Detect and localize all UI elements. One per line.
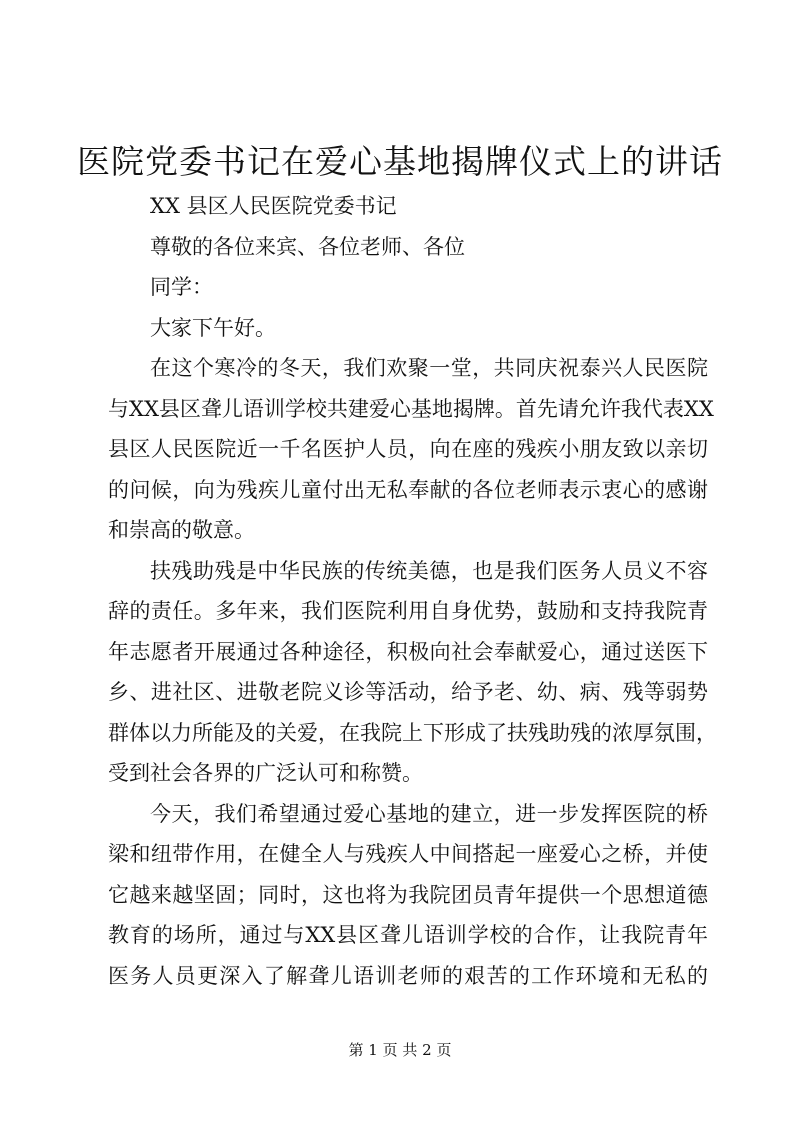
paragraph-line: 在这个寒冷的冬天，我们欢聚一堂，共同庆祝泰兴人民医院 [150,356,708,380]
paragraph-line: 医务人员更深入了解聋儿语训老师的艰苦的工作环境和无私的 [108,963,708,988]
paragraph-line: 它越来越坚固；同时，这也将为我院团员青年提供一个思想道德 [108,882,708,907]
paragraph-line: 辞的责任。多年来，我们医院利用自身优势，鼓励和支持我院青 [108,599,708,623]
paragraph-line: 县区人民医院近一千名医护人员，向在座的残疾小朋友致以亲切 [108,437,708,461]
salutation-line: 同学： [150,275,213,299]
author-line: XX 县区人民医院党委书记 [150,194,397,218]
paragraph-line: 和崇高的敬意。 [108,518,255,542]
paragraph-line: 受到社会各界的广泛认可和称赞。 [108,761,423,785]
paragraph-line: 扶残助残是中华民族的传统美德，也是我们医务人员义不容 [150,558,708,583]
salutation-line: 尊敬的各位来宾、各位老师、各位 [150,234,465,259]
page-footer: 第 1 页 共 2 页 [348,1041,452,1059]
paragraph-line: 乡、进社区、进敬老院义诊等活动，给予老、幼、病、残等弱势 [108,680,708,704]
paragraph-line: 群体以力所能及的关爱，在我院上下形成了扶残助残的浓厚氛围， [108,720,717,745]
paragraph-line: 教育的场所，通过与XX县区聋儿语训学校的合作，让我院青年 [108,923,708,947]
paragraph-line: 年志愿者开展通过各种途径，积极向社会奉献爱心，通过送医下 [108,639,708,664]
paragraph-line: 与XX县区聋儿语训学校共建爱心基地揭牌。首先请允许我代表XX [108,396,714,421]
paragraph-line: 梁和纽带作用，在健全人与残疾人中间搭起一座爱心之桥，并使 [108,842,708,866]
paragraph-line: 的问候，向为残疾儿童付出无私奉献的各位老师表示衷心的感谢 [108,477,708,502]
greeting-line: 大家下午好。 [150,315,276,340]
paragraph-line: 今天，我们希望通过爱心基地的建立，进一步发挥医院的桥 [150,801,708,826]
document-body [108,186,717,996]
document-title: 医院党委书记在爱心基地揭牌仪式上的讲话 [77,142,723,181]
